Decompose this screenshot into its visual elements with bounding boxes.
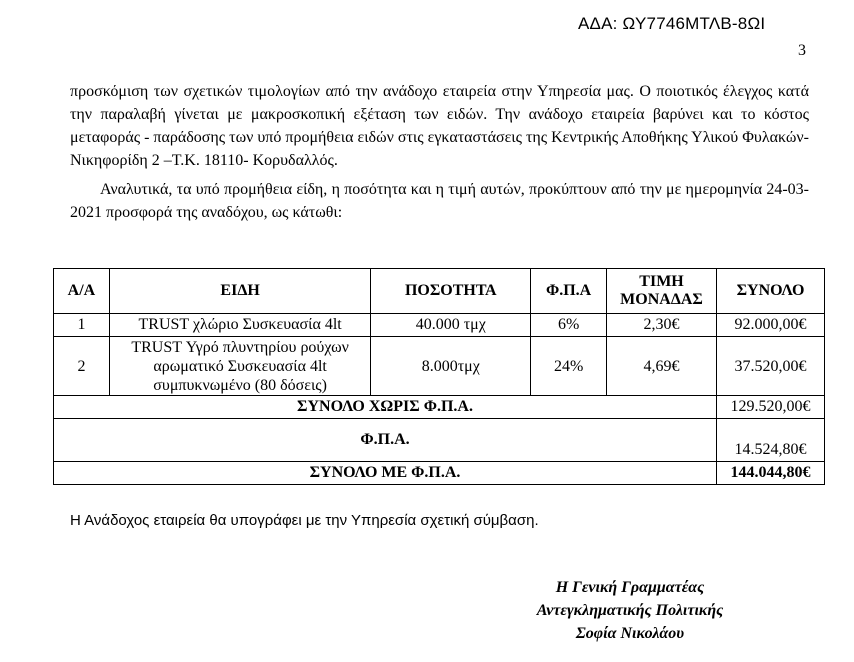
cell-quantity: 8.000τμχ (371, 337, 531, 396)
subtotal-row (54, 396, 825, 419)
subtotal-label: ΣΥΝΟΛΟ ΧΩΡΙΣ Φ.Π.Α. (54, 396, 717, 419)
signature-department: Αντεγκληματικής Πολιτικής (536, 602, 724, 619)
cell-vat: 6% (531, 314, 607, 337)
closing-sentence: Η Ανάδοχος εταιρεία θα υπογράφει με την Υπηρεσία σχετική σύμβαση. (70, 512, 539, 529)
cell-unit-price: 2,30€ (607, 314, 717, 337)
vat-value: 14.524,80€ (717, 419, 825, 462)
cell-total: 92.000,00€ (717, 314, 825, 337)
header-aa: Α/Α (54, 269, 110, 314)
signature-name: Σοφία Νικολάου (575, 625, 685, 642)
cell-quantity: 40.000 τμχ (371, 314, 531, 337)
grand-total-value: 144.044,80€ (717, 462, 825, 485)
vat-row (54, 419, 825, 462)
cell-total: 37.520,00€ (717, 337, 825, 396)
items-table (53, 268, 825, 485)
subtotal-value: 129.520,00€ (717, 396, 825, 419)
signature-block (510, 576, 750, 645)
grand-total-label: ΣΥΝΟΛΟ ΜΕ Φ.Π.Α. (54, 462, 717, 485)
header-vat: Φ.Π.Α (531, 269, 607, 314)
header-item: ΕΙΔΗ (109, 269, 370, 314)
cell-aa: 2 (54, 337, 110, 396)
cell-item: TRUST Υγρό πλυντηρίου ρούχων αρωματικό Συσκευασία 4lt συμπυκνωμένο (80 δόσεις) (109, 337, 370, 396)
table-row (54, 314, 825, 337)
body-paragraph-1: προσκόμιση των σχετικών τιμολογίων από την ανάδοχο εταιρεία στην Υπηρεσία μας. Ο ποιοτικός έλεγχος κατά την παραλαβή γίνεται με μακροσκοπική εξέταση των ειδών. Την ανάδοχο εταιρεία βαρύνει και το κόστος μεταφοράς - παράδοσης των υπό προμήθεια ειδών στις εγκαταστάσεις της Κεντρικής Αποθήκης Υλικού Φυλακών- Νικηφορίδη 2 –Τ.Κ. 18110- Κορυδαλλός. (70, 83, 809, 169)
header-quantity: ΠΟΣΟΤΗΤΑ (371, 269, 531, 314)
grand-total-row (54, 462, 825, 485)
ada-code: ΑΔΑ: ΩΥ7746ΜΤΛΒ-8ΩΙ (578, 14, 766, 33)
cell-aa: 1 (54, 314, 110, 337)
body-paragraph-2: Αναλυτικά, τα υπό προμήθεια είδη, η ποσότητα και η τιμή αυτών, προκύπτουν από την με ημερομηνία 24-03-2021 προσφορά της αναδόχου, ως κάτωθι: (70, 181, 809, 221)
vat-label: Φ.Π.Α. (54, 419, 717, 462)
signature-title: Η Γενική Γραμματέας (555, 579, 705, 596)
cell-unit-price: 4,69€ (607, 337, 717, 396)
header-total: ΣΥΝΟΛΟ (717, 269, 825, 314)
header-unit-price: ΤΙΜΗ ΜΟΝΑΔΑΣ (607, 269, 717, 314)
page-number: 3 (798, 42, 806, 59)
cell-vat: 24% (531, 337, 607, 396)
table-row (54, 337, 825, 396)
table-header-row (54, 269, 825, 314)
cell-item: TRUST χλώριο Συσκευασία 4lt (109, 314, 370, 337)
